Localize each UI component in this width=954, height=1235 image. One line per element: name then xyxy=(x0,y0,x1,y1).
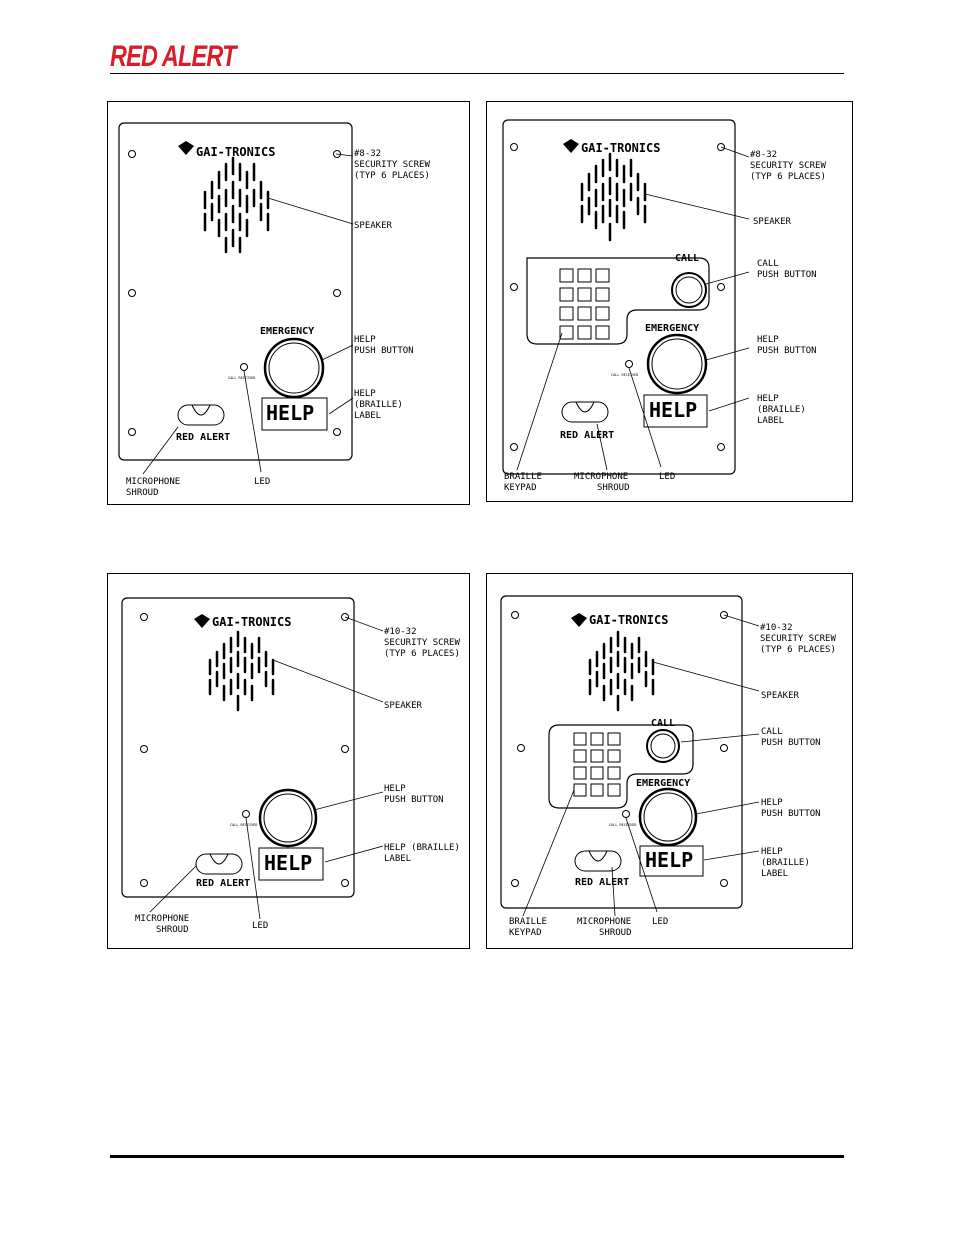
label-callout-l2: (BRAILLE) xyxy=(757,405,806,415)
panel-drawing xyxy=(487,574,854,950)
mic-callout-l2: SHROUD xyxy=(599,928,632,938)
security-screw-icons xyxy=(141,614,349,887)
help-plate-text: HELP xyxy=(645,848,694,872)
speaker-grille xyxy=(582,154,645,240)
emergency-label: EMERGENCY xyxy=(645,323,700,334)
mic-callout-l2: SHROUD xyxy=(126,488,159,498)
red-alert-small-logo: RED ALERT xyxy=(575,877,630,888)
help-plate-text: HELP xyxy=(266,401,315,425)
led-indicator xyxy=(241,364,248,371)
screw-callout-l1: #10-32 xyxy=(384,627,417,637)
label-callout-l1: HELP xyxy=(354,389,376,399)
figure-top-right xyxy=(486,101,853,502)
help-callout-l1: HELP xyxy=(761,798,783,808)
figure-bottom-right xyxy=(486,573,853,949)
red-alert-logo: RED ALERT xyxy=(110,40,236,73)
red-alert-small-logo: RED ALERT xyxy=(196,878,251,889)
gai-tronics-logo-icon xyxy=(563,139,579,153)
speaker-callout: SPEAKER xyxy=(384,701,422,711)
led-tiny-text: CALL RECEIVED xyxy=(609,823,637,827)
help-callout-l1: HELP xyxy=(384,784,406,794)
label-callout-l3: LABEL xyxy=(757,416,785,426)
help-callout-l1: HELP xyxy=(354,335,376,345)
screw-callout-l3: (TYP 6 PLACES) xyxy=(384,649,460,659)
led-callout: LED xyxy=(252,921,269,931)
speaker-grille xyxy=(210,632,273,710)
gai-tronics-logo-icon xyxy=(178,141,194,155)
call-label: CALL xyxy=(675,253,700,264)
help-plate-text: HELP xyxy=(264,851,313,875)
mic-callout-l1: MICROPHONE xyxy=(574,472,629,482)
gai-tronics-logo-icon xyxy=(194,614,210,628)
screw-callout-l2: SECURITY SCREW xyxy=(760,634,836,644)
led-indicator xyxy=(243,811,250,818)
mic-callout-l1: MICROPHONE xyxy=(135,914,190,924)
security-screw-icons xyxy=(512,612,728,887)
keypad-callout-l2: KEYPAD xyxy=(509,928,542,938)
mic-callout-l1: MICROPHONE xyxy=(126,477,181,487)
call-callout-l1: CALL xyxy=(761,727,783,737)
red-alert-small-logo: RED ALERT xyxy=(560,430,615,441)
svg-text:#8-32 SECURITY SCREW ( xyxy=(504,150,831,493)
label-callout-l3: LABEL xyxy=(761,869,789,879)
label-callout-l2: LABEL xyxy=(384,854,412,864)
help-callout-l2: PUSH BUTTON xyxy=(761,809,821,819)
gai-tronics-logo: GAI-TRONICS xyxy=(196,145,276,159)
braille-keypad[interactable] xyxy=(560,269,609,339)
label-callout-l3: LABEL xyxy=(354,411,382,421)
mic-callout-l2: SHROUD xyxy=(597,483,630,493)
label-callout-l2: (BRAILLE) xyxy=(354,400,403,410)
call-callout-l2: PUSH BUTTON xyxy=(761,738,821,748)
gai-tronics-logo: GAI-TRONICS xyxy=(212,615,292,629)
header-rule xyxy=(110,73,844,74)
help-callout-l2: PUSH BUTTON xyxy=(384,795,444,805)
help-push-button[interactable] xyxy=(640,789,696,845)
screw-callout-l1: #10-32 xyxy=(760,623,793,633)
screw-callout-l1: #8-32 xyxy=(750,150,778,160)
screw-callout-l3: (TYP 6 PLACES) xyxy=(354,171,430,181)
emergency-label: EMERGENCY xyxy=(636,778,691,789)
call-push-button[interactable] xyxy=(672,273,706,307)
figure-bottom-left xyxy=(107,573,470,949)
gai-tronics-logo-icon xyxy=(571,613,587,627)
keypad-callout-l1: BRAILLE xyxy=(509,917,547,927)
led-callout: LED xyxy=(652,917,669,927)
label-callout-l1: HELP (BRAILLE) xyxy=(384,843,460,853)
panel-drawing xyxy=(487,102,854,503)
call-callout-l1: CALL xyxy=(757,259,779,269)
screw-callout-l3: (TYP 6 PLACES) xyxy=(760,645,836,655)
screw-callout-l2: SECURITY SCREW xyxy=(750,161,826,171)
call-callout-l2: PUSH BUTTON xyxy=(757,270,817,280)
help-push-button[interactable] xyxy=(260,790,316,846)
label-callout-l2: (BRAILLE) xyxy=(761,858,810,868)
help-plate-text: HELP xyxy=(649,398,698,422)
led-tiny-text: CALL RECEIVED xyxy=(230,823,258,827)
gai-tronics-logo: GAI-TRONICS xyxy=(589,613,669,627)
screw-callout-l1: #8-32 xyxy=(354,149,382,159)
panel-drawing xyxy=(108,102,471,506)
figure-top-left xyxy=(107,101,470,505)
help-push-button[interactable] xyxy=(265,339,323,397)
led-tiny-text: CALL RECEIVED xyxy=(611,373,639,377)
mic-callout-l1: MICROPHONE xyxy=(577,917,632,927)
braille-keypad[interactable] xyxy=(574,733,620,796)
keypad-callout-l1: BRAILLE xyxy=(504,472,542,482)
led-indicator xyxy=(626,361,633,368)
speaker-callout: SPEAKER xyxy=(354,221,392,231)
label-callout-l1: HELP xyxy=(761,847,783,857)
screw-callout-l2: SECURITY SCREW xyxy=(354,160,430,170)
red-alert-small-logo: RED ALERT xyxy=(176,432,231,443)
keypad-callout-l2: KEYPAD xyxy=(504,483,537,493)
panel-drawing xyxy=(108,574,471,950)
emergency-label: EMERGENCY xyxy=(260,326,315,337)
help-push-button[interactable] xyxy=(648,335,706,393)
speaker-callout: SPEAKER xyxy=(753,217,791,227)
help-callout-l2: PUSH BUTTON xyxy=(354,346,414,356)
mic-callout-l2: SHROUD xyxy=(156,925,189,935)
screw-callout-l2: SECURITY SCREW xyxy=(384,638,460,648)
call-label: CALL xyxy=(651,718,676,729)
help-callout-l1: HELP xyxy=(757,335,779,345)
led-tiny-text: CALL RECEIVED xyxy=(228,376,256,380)
speaker-grille xyxy=(205,158,268,252)
gai-tronics-logo: GAI-TRONICS xyxy=(581,141,661,155)
svg-text:#8-32 SECURITY SCREW ( xyxy=(126,149,435,498)
help-callout-l2: PUSH BUTTON xyxy=(757,346,817,356)
screw-callout-l3: (TYP 6 PLACES) xyxy=(750,172,826,182)
label-callout-l1: HELP xyxy=(757,394,779,404)
speaker-grille xyxy=(590,632,653,710)
svg-text:#10-32 SECURITY SCREW xyxy=(135,627,465,935)
call-push-button[interactable] xyxy=(647,730,679,762)
led-indicator xyxy=(623,811,630,818)
speaker-callout: SPEAKER xyxy=(761,691,799,701)
led-callout: LED xyxy=(254,477,271,487)
led-callout: LED xyxy=(659,472,676,482)
footer-rule xyxy=(110,1155,844,1158)
